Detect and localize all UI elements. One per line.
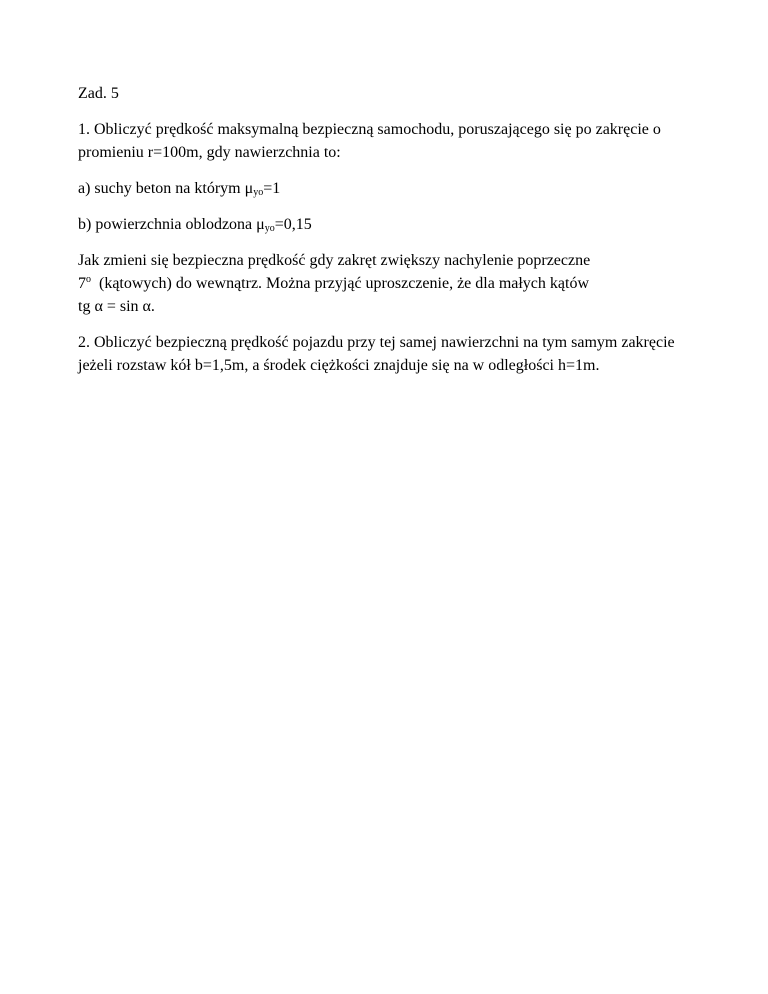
slope-question — [78, 249, 698, 318]
option-a — [78, 177, 698, 200]
slope-question-line2: (kątowych) do wewnątrz. Można przyjąć uproszczenie, że dla małych kątów — [91, 275, 590, 292]
option-a-suffix: =1 — [263, 180, 281, 197]
option-b-suffix: =0,15 — [274, 216, 312, 233]
document-body — [78, 82, 698, 390]
option-a-prefix: a) suchy beton na którym μ — [78, 180, 254, 197]
slope-question-line1: Jak zmieni się bezpieczna prędkość gdy zakręt zwiększy nachylenie poprzeczne — [78, 252, 591, 269]
option-a-subscript: yo — [253, 187, 264, 198]
option-b — [78, 213, 698, 236]
option-b-prefix: b) powierzchnia oblodzona μ — [78, 216, 265, 233]
task-heading: Zad. 5 — [78, 85, 119, 102]
slope-question-line3: tg α = sin α. — [78, 298, 155, 315]
task2-text: 2. Obliczyć bezpieczną prędkość pojazdu przy tej samej nawierzchni na tym samym zakręcie jeżeli rozstaw kół b=1,5m, a środek ciężkości znajduje się na w odległości h=1m. — [78, 334, 675, 374]
slope-degree-value: 7 — [78, 275, 86, 292]
option-b-subscript: yo — [264, 223, 275, 234]
slope-degree-mark: o — [86, 274, 91, 285]
task1-intro: 1. Obliczyć prędkość maksymalną bezpieczną samochodu, poruszającego się po zakręcie o promieniu r=100m, gdy nawierzchnia to: — [78, 121, 661, 161]
